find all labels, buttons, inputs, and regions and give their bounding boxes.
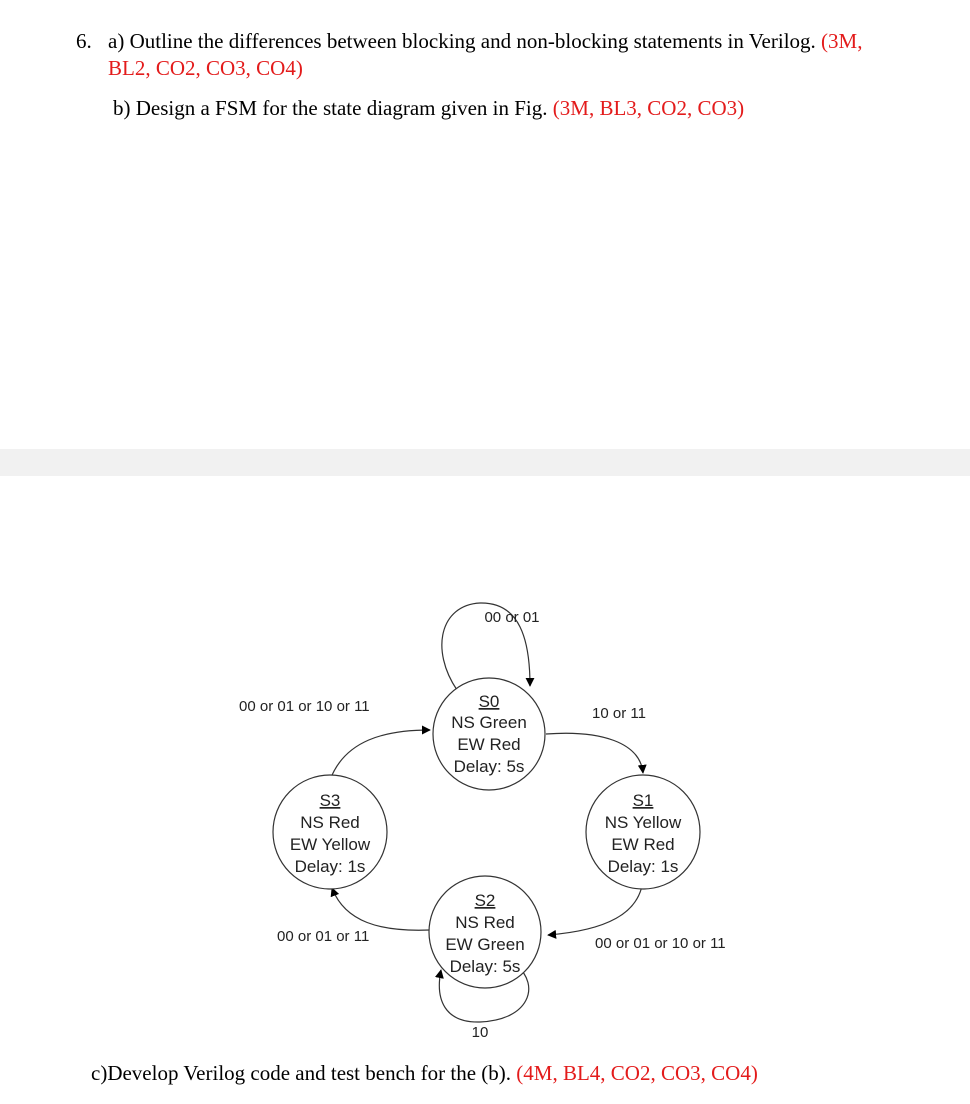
question-part-c <box>91 1060 951 1087</box>
part-a-text: a) Outline the differences between blocking and non-blocking statements in Verilog. <box>108 29 822 53</box>
label-s0-to-s1: 10 or 11 <box>592 705 646 722</box>
state-s3-line2: EW Yellow <box>289 835 371 854</box>
part-b-tags: (3M, BL3, CO2, CO3) <box>552 96 745 120</box>
part-c-text: c)Develop Verilog code and test bench for the (b). <box>91 1061 517 1085</box>
label-s0-self: 00 or 01 <box>484 609 540 626</box>
state-s0-id: S0 <box>478 692 500 711</box>
label-s3-to-s0: 00 or 01 or 10 or 11 <box>239 698 370 715</box>
state-s2-line1: NS Red <box>455 913 515 932</box>
state-s1-line1: NS Yellow <box>604 813 682 832</box>
state-s3-id: S3 <box>319 791 341 810</box>
part-b-text: b) Design a FSM for the state diagram given in Fig. <box>113 96 553 120</box>
state-s1-line3: Delay: 1s <box>607 857 679 876</box>
state-s0-line1: NS Green <box>451 713 527 732</box>
state-s2-line3: Delay: 5s <box>449 957 521 976</box>
question-number: 6. <box>76 29 92 53</box>
state-s2-id: S2 <box>474 891 496 910</box>
state-s0-line2: EW Red <box>457 735 521 754</box>
label-s2-to-s3: 00 or 01 or 11 <box>277 928 370 945</box>
state-s2-line2: EW Green <box>445 935 525 954</box>
label-s2-self: 10 <box>471 1024 489 1041</box>
label-s1-to-s2: 00 or 01 or 10 or 11 <box>595 935 726 952</box>
state-s0 <box>433 678 545 790</box>
state-s1-id: S1 <box>632 791 654 810</box>
state-s2 <box>429 876 541 988</box>
state-s3-line3: Delay: 1s <box>294 857 366 876</box>
edge-s3-to-s0 <box>330 730 430 780</box>
edge-s1-to-s2 <box>548 886 642 935</box>
state-s3-line1: NS Red <box>300 813 360 832</box>
part-c-tags: (4M, BL4, CO2, CO3, CO4) <box>516 1061 758 1085</box>
part-a-tags: (3M, BL2, CO2, CO3, CO4) <box>108 29 863 80</box>
state-s1-line2: EW Red <box>611 835 675 854</box>
state-s0-line3: Delay: 5s <box>453 757 525 776</box>
edge-s0-to-s1 <box>546 733 643 773</box>
edge-s2-to-s3 <box>332 888 430 930</box>
state-s1 <box>586 775 700 889</box>
state-s3 <box>273 775 387 889</box>
